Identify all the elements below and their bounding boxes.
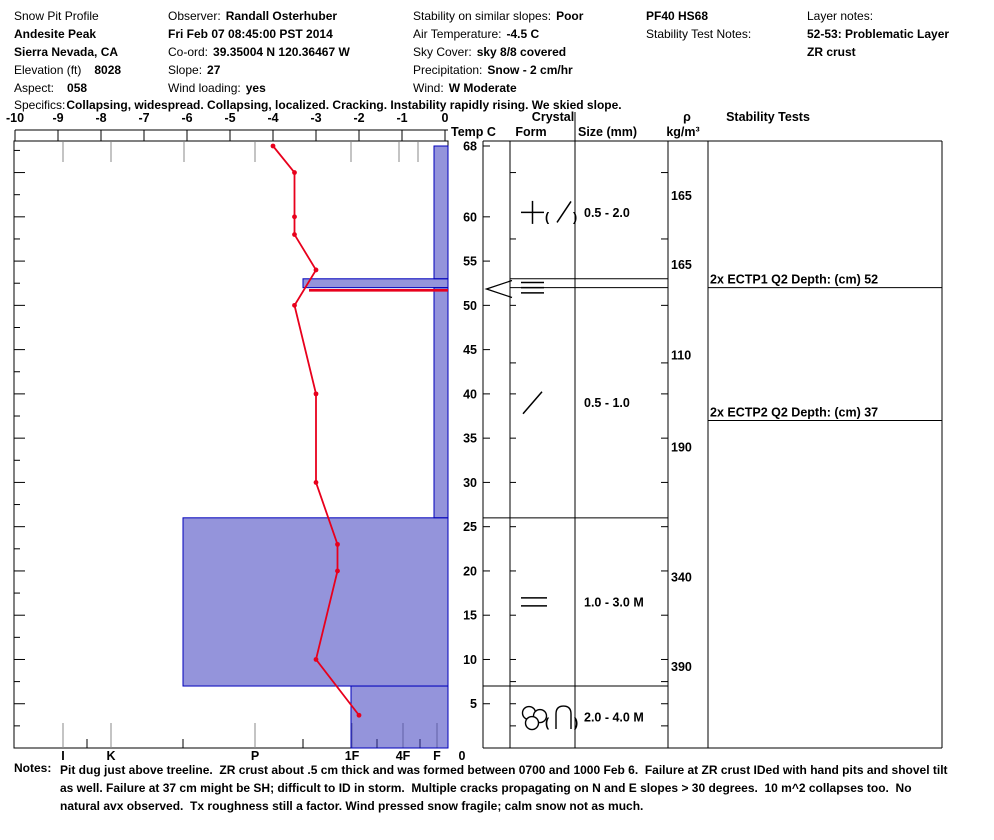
observer-label: Observer: [168,9,221,23]
temp-axis-tick-label: -4 [267,111,279,125]
crystal-paren-glyph: ( [545,210,550,225]
flagged-layer-arrow [487,281,513,298]
coord-label: Co-ord: [168,45,209,59]
temperature-point [292,232,297,237]
temperature-point [335,569,340,574]
observer-value: Randall Osterhuber [225,9,338,23]
stability-value: Poor [556,9,584,23]
col-header-size: Size (mm) [578,125,638,139]
crystal-paren-glyph: ) [573,210,578,225]
temp-axis-tick-label: -9 [52,111,64,125]
col-header-form: Form [515,125,547,139]
depth-label: 45 [463,343,477,358]
density-value: 165 [671,189,692,204]
notes-line-1: Pit dug just above treeline. ZR crust about .5 cm thick and was formed between 0700 and 1000 Feb 6. Failure at ZR crust IDed with hand pits and shovel tilt [60,763,948,777]
notes-line-2: as well. Failure at 37 cm might be SH; difficult to ID in storm. Multiple cracks propagating on N and E slopes > 30 degrees. 10 m^2 collapses too. No [60,781,912,795]
slope-value: 27 [207,63,221,77]
site-region-text: Sierra Nevada, CA [14,45,119,59]
hardness-bar-F [434,146,448,279]
hardness-scale-label: I [61,749,65,763]
density-value: 165 [671,258,692,273]
grain-size-value: 1.0 - 3.0 M [584,595,644,610]
stability-test-label: 2x ECTP2 Q2 Depth: (cm) 37 [710,405,879,420]
temp-axis-tick-label: -6 [181,111,193,125]
depth-label: 25 [463,520,477,535]
elevation-value: 8028 [94,63,122,77]
temperature-point [314,268,319,273]
sky-cover-value: sky 8/8 covered [476,45,567,59]
temp-axis-tick-label: -7 [138,111,150,125]
density-value: 190 [671,440,692,455]
air-temp-label: Air Temperature: [413,27,502,41]
datetime-value: Fri Feb 07 08:45:00 PST 2014 [168,27,333,41]
depth-label: 15 [463,608,477,623]
temperature-point [271,144,276,149]
depth-label: 40 [463,387,477,402]
density-value: 340 [671,570,692,585]
depth-label: 5 [470,697,477,712]
notes-text [60,761,948,815]
layer-note-2-text: ZR crust [807,45,856,59]
hardness-bar-F [434,288,448,518]
sky-cover-label: Sky Cover: [413,45,472,59]
wind-label: Wind: [413,81,444,95]
specifics-text: Collapsing, widespread. Collapsing, localized. Cracking. Instability rapidly rising. We skied slope. [66,98,622,112]
stability-test-notes-label: Stability Test Notes: [646,27,752,41]
wind-loading-label: Wind loading: [168,81,241,95]
temperature-point [335,542,340,547]
notes-line-3: natural avx observed. Tx roughness still a factor. Wind pressed snow fragile; calm snow not as much. [60,799,644,813]
crystal-dome-icon [556,706,571,729]
temp-axis-tick-label: -10 [5,111,25,125]
depth-label-zero: 0 [458,749,466,763]
grain-size-value: 0.5 - 2.0 [584,205,630,220]
air-temp-value: -4.5 C [506,27,540,41]
depth-label: 55 [463,254,477,269]
hardness-bar-1F [351,686,448,748]
layer-notes-label: Layer notes: [807,9,874,23]
crystal-slash-icon [523,392,542,414]
hardness-scale-label: K [106,749,116,763]
temperature-point [314,657,319,662]
col-header-stability-tests: Stability Tests [726,110,810,124]
precipitation-value: Snow - 2 cm/hr [487,63,573,77]
density-value: 110 [671,348,692,363]
temp-axis-tick-label: -1 [396,111,408,125]
hardness-scale-label: F [433,749,441,763]
pf-hs-value: PF40 HS68 [646,9,709,23]
depth-label: 60 [463,210,477,225]
crystal-paren-glyph: ) [574,716,579,731]
depth-label: 50 [463,298,477,313]
temperature-point [314,480,319,485]
temp-axis-tick-label: -5 [224,111,236,125]
hardness-bar-P-1F [303,279,448,288]
specifics-label: Specifics: [14,98,66,112]
temperature-point [357,713,362,718]
temp-axis-tick-label: -3 [310,111,322,125]
col-header-crystal: Crystal [531,110,575,124]
grain-size-value: 0.5 - 1.0 [584,396,630,411]
crystal-cluster-icon [526,717,539,730]
temperature-point [292,170,297,175]
wind-loading-value: yes [245,81,266,95]
site-name-text: Andesite Peak [14,27,97,41]
crystal-slash-icon [557,201,571,222]
notes-label: Notes: [14,761,52,775]
temp-axis-tick-label: -2 [353,111,365,125]
depth-label: 20 [463,564,477,579]
depth-label: 68 [463,139,477,154]
hardness-scale-label: 1F [344,749,360,763]
stability-label: Stability on similar slopes: [413,9,552,23]
col-header-density-units: kg/m³ [666,125,700,139]
precipitation-label: Precipitation: [413,63,483,77]
wind-value: W Moderate [448,81,517,95]
temp-axis-title: Temp C [451,125,496,139]
crystal-paren-glyph: ( [545,716,550,731]
depth-label: 35 [463,431,477,446]
depth-label: 10 [463,652,477,667]
temp-axis-tick-label: 0 [441,111,449,125]
col-header-rho: ρ [683,110,691,124]
temperature-point [292,303,297,308]
density-value: 390 [671,660,692,675]
hardness-scale-label: 4F [395,749,411,763]
elevation-label: Elevation (ft) [14,63,82,77]
hardness-scale-label: P [250,749,260,763]
temperature-point [314,391,319,396]
stability-test-label: 2x ECTP1 Q2 Depth: (cm) 52 [710,272,879,287]
report-title-text: Snow Pit Profile [14,9,99,23]
layer-note-1-text: 52-53: Problematic Layer [807,27,950,41]
grain-size-value: 2.0 - 4.0 M [584,710,644,725]
aspect-value: 058 [67,81,88,95]
temperature-point [292,214,297,219]
depth-label: 30 [463,475,477,490]
aspect-label: Aspect: [14,81,55,95]
coord-value: 39.35004 N 120.36467 W [213,45,350,59]
slope-label: Slope: [168,63,203,77]
temp-axis-tick-label: -8 [95,111,107,125]
